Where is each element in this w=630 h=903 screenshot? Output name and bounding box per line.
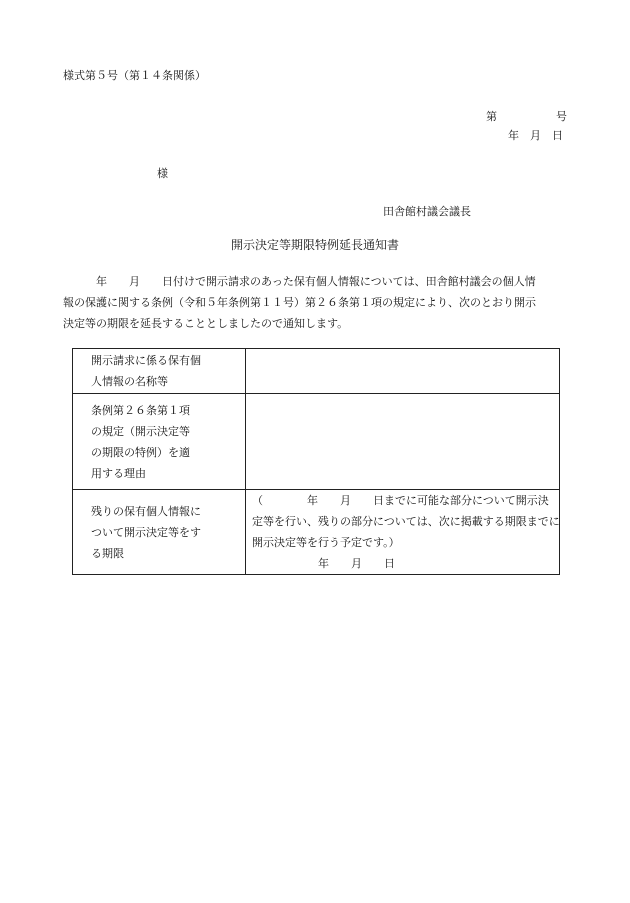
body-paragraph (63, 271, 568, 334)
label-reason (73, 394, 246, 490)
value-line: （ 年 月 日までに可能な部分について開示決 (252, 494, 549, 507)
issuer-name: 田舎館村議会議長 (383, 205, 471, 218)
label-line: 残りの保有個人情報に (91, 504, 201, 518)
label-line: の規定（開示決定等 (91, 424, 190, 438)
document-number-suffix: 号 (556, 110, 567, 123)
label-line: 開示請求に係る保有個 (91, 354, 201, 367)
label-line: ついて開示決定等をす (91, 525, 201, 539)
body-line: 決定等の期限を延長することとしましたので通知します。 (63, 317, 349, 330)
form-number: 様式第５号（第１４条関係） (63, 69, 206, 82)
body-line: 報の保護に関する条例（令和５年条例第１１号）第２６条第１項の規定により、次のとおり開示 (63, 296, 536, 309)
info-table (72, 348, 560, 575)
table-row-reason (73, 394, 560, 490)
value-line: 開示決定等を行う予定です。） (252, 536, 400, 549)
value-line: 定等を行い、残りの部分については、次に掲載する期限までに (252, 515, 560, 528)
label-line: 用する理由 (91, 466, 146, 480)
value-reason (246, 394, 560, 490)
document-title: 開示決定等期限特例延長通知書 (230, 238, 399, 252)
label-line: 条例第２６条第１項 (91, 403, 190, 417)
addressee-suffix: 様 (157, 167, 168, 180)
label-line: る期限 (91, 546, 124, 560)
label-deadline (73, 490, 246, 575)
table-row-info-name (73, 349, 560, 394)
label-info-name (73, 349, 246, 394)
table-row-deadline (73, 490, 560, 575)
label-line: の期限の特例）を適 (91, 445, 190, 459)
document-number-prefix: 第 (486, 110, 497, 123)
value-line: 年 月 日 (252, 557, 395, 570)
document-date: 年 月 日 (508, 129, 563, 142)
value-info-name (246, 349, 560, 394)
label-line: 人情報の名称等 (91, 375, 168, 388)
body-line: 年 月 日付けで開示請求のあった保有個人情報については、田舎館村議会の個人情 (63, 275, 536, 288)
value-deadline (246, 490, 560, 575)
